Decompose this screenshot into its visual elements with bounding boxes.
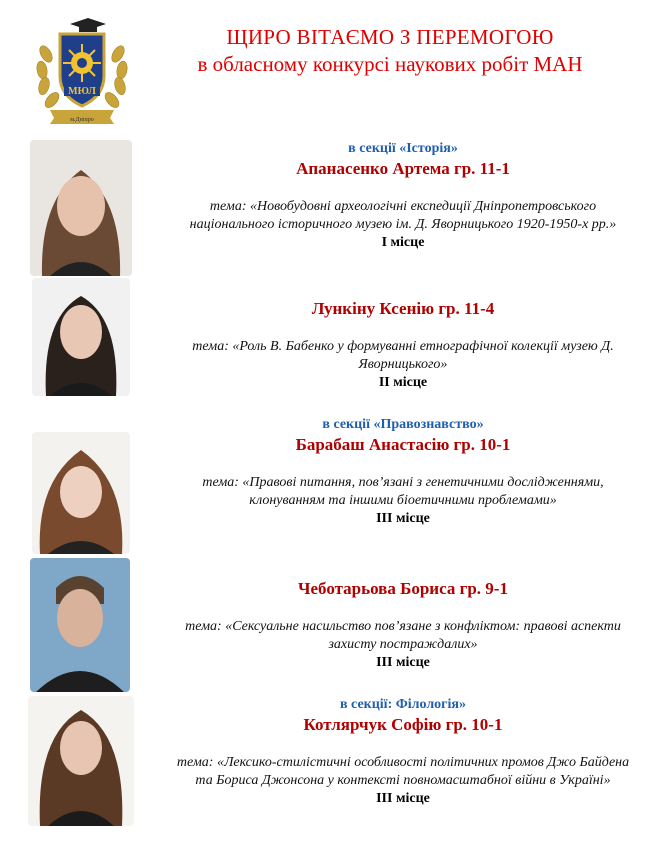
headline-line-2: в обласному конкурсі наукових робіт МАН — [197, 52, 583, 76]
award-place: ІІІ місце — [376, 655, 430, 670]
research-topic: тема: «Лексико-стилістичні особливості політичних промов Джо Байдена та Бориса Джонсона у контексті повномасштабної війни в Україні» — [176, 755, 630, 788]
award-entry — [168, 416, 638, 528]
award-place: І місце — [381, 235, 425, 250]
research-topic: тема: «Новобудовні археологічні експедиції Дніпропетровського національного історичного музею ім. Д. Яворницького 1920-1950-х рр.» — [189, 199, 617, 232]
student-photo — [28, 696, 134, 826]
research-topic: тема: «Сексуальне насильство пов’язане з конфліктом: правові аспекти захисту постраждалих» — [185, 619, 621, 652]
award-entry — [168, 298, 638, 392]
award-place: ІІ місце — [378, 375, 428, 390]
student-name: Чеботарьова Бориса гр. 9-1 — [298, 579, 508, 598]
award-place: ІІІ місце — [376, 511, 430, 526]
student-name: Котлярчук Софію гр. 10-1 — [303, 715, 503, 734]
award-place: ІІІ місце — [376, 791, 430, 806]
student-photo — [32, 432, 130, 554]
award-entry — [168, 696, 638, 808]
section-title: в секції «Правознавство» — [322, 417, 484, 432]
logo-name: МЮЛ — [68, 86, 96, 97]
student-name: Лункіну Ксенію гр. 11-4 — [311, 299, 495, 318]
student-name: Барабаш Анастасію гр. 10-1 — [295, 435, 511, 454]
logo-city: м.Дніпро — [70, 117, 94, 123]
research-topic: тема: «Правові питання, пов’язані з генетичними дослідженнями, клонуванням та іншими біоетичними проблемами» — [202, 475, 604, 508]
headline-line-1: ЩИРО ВІТАЄМО З ПЕРЕМОГОЮ — [226, 25, 554, 49]
research-topic: тема: «Роль В. Бабенко у формуванні етнографічної колекції музею Д. Яворницького» — [192, 339, 614, 372]
headline — [140, 24, 640, 78]
student-photo — [30, 558, 130, 692]
award-entry — [168, 140, 638, 252]
section-title: в секції: Філологія» — [340, 697, 466, 712]
school-logo — [32, 14, 132, 126]
student-photo — [30, 140, 132, 276]
award-entry — [168, 578, 638, 672]
section-title: в секції «Історія» — [348, 141, 458, 156]
student-photo — [32, 278, 130, 396]
student-name: Апанасенко Артема гр. 11-1 — [296, 159, 510, 178]
